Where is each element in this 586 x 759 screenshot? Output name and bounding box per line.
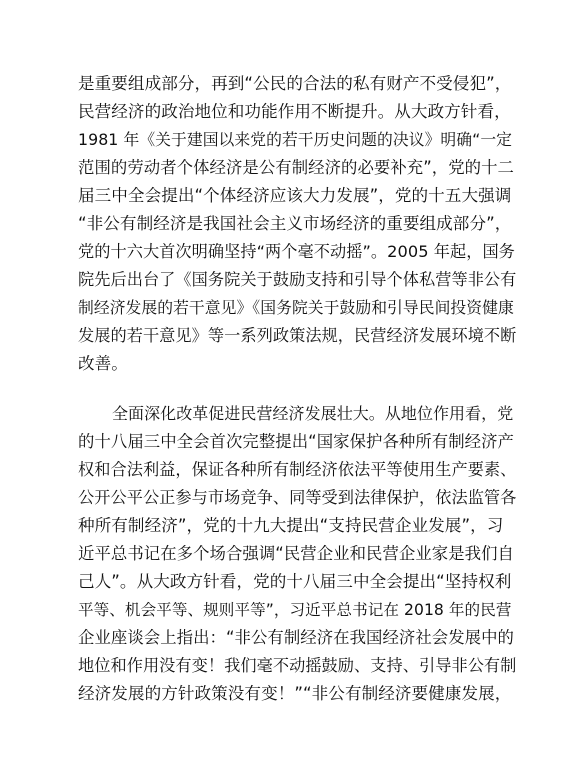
paragraph-1-line-5: 届三中全会提出“个体经济应该大力发展”，党的十五大强调 bbox=[78, 186, 512, 205]
paragraph-1-line-11: 改善。 bbox=[78, 354, 128, 373]
paragraph-2-line-7: 己人”。从大政方针看，党的十八届三中全会提出“坚持权利 bbox=[78, 572, 512, 591]
paragraph-1-line-10: 发展的若干意见》等一系列政策法规，民营经济发展环境不断 bbox=[78, 326, 517, 345]
paragraph-1-line-7: 党的十六大首次明确坚持“两个毫不动摇”。2005 年起，国务 bbox=[78, 242, 515, 261]
paragraph-1-line-4: 范围的劳动者个体经济是公有制经济的必要补充”，党的十二 bbox=[78, 158, 514, 177]
paragraph-2-line-2: 的十八届三中全会首次完整提出“国家保护各种所有制经济产 bbox=[78, 432, 514, 451]
paragraph-2-line-3: 权和合法利益，保证各种所有制经济依法平等使用生产要素、 bbox=[78, 460, 517, 479]
paragraph-2-line-5: 种所有制经济”，党的十九大提出“支持民营企业发展”，习 bbox=[78, 516, 504, 535]
paragraph-2-line-1: 全面深化改革促进民营经济发展壮大。从地位作用看，党 bbox=[112, 404, 514, 423]
paragraph-1-line-6: “非公有制经济是我国社会主义市场经济的重要组成部分”， bbox=[78, 214, 512, 233]
paragraph-2-line-8: 平等、机会平等、规则平等”，习近平总书记在 2018 年的民营 bbox=[78, 601, 512, 619]
paragraph-1-line-3: 1981 年《关于建国以来党的若干历史问题的决议》明确“一定 bbox=[78, 130, 513, 149]
paragraph-1-line-2: 民营经济的政治地位和功能作用不断提升。从大政方针看， bbox=[78, 102, 511, 121]
paragraph-1-line-1: 是重要组成部分，再到“公民的合法的私有财产不受侵犯”， bbox=[78, 74, 512, 93]
paragraph-1-line-9: 制经济发展的若干意见》《国务院关于鼓励和引导民间投资健康 bbox=[78, 298, 514, 317]
paragraph-2-line-4: 公开公平公正参与市场竞争、同等受到法律保护，依法监管各 bbox=[78, 488, 517, 507]
paragraph-2-line-9: 企业座谈会上指出：“非公有制经济在我国经济社会发展中的 bbox=[78, 628, 514, 647]
paragraph-2-line-10: 地位和作用没有变！我们毫不动摇鼓励、支持、引导非公有制 bbox=[78, 656, 517, 675]
paragraph-2-line-6: 近平总书记在多个场合强调“民营企业和民营企业家是我们自 bbox=[78, 544, 514, 563]
paragraph-2-line-11: 经济发展的方针政策没有变！”“非公有制经济要健康发展， bbox=[78, 684, 512, 703]
paragraph-1-line-8: 院先后出台了《国务院关于鼓励支持和引导个体私营等非公有 bbox=[78, 270, 517, 289]
